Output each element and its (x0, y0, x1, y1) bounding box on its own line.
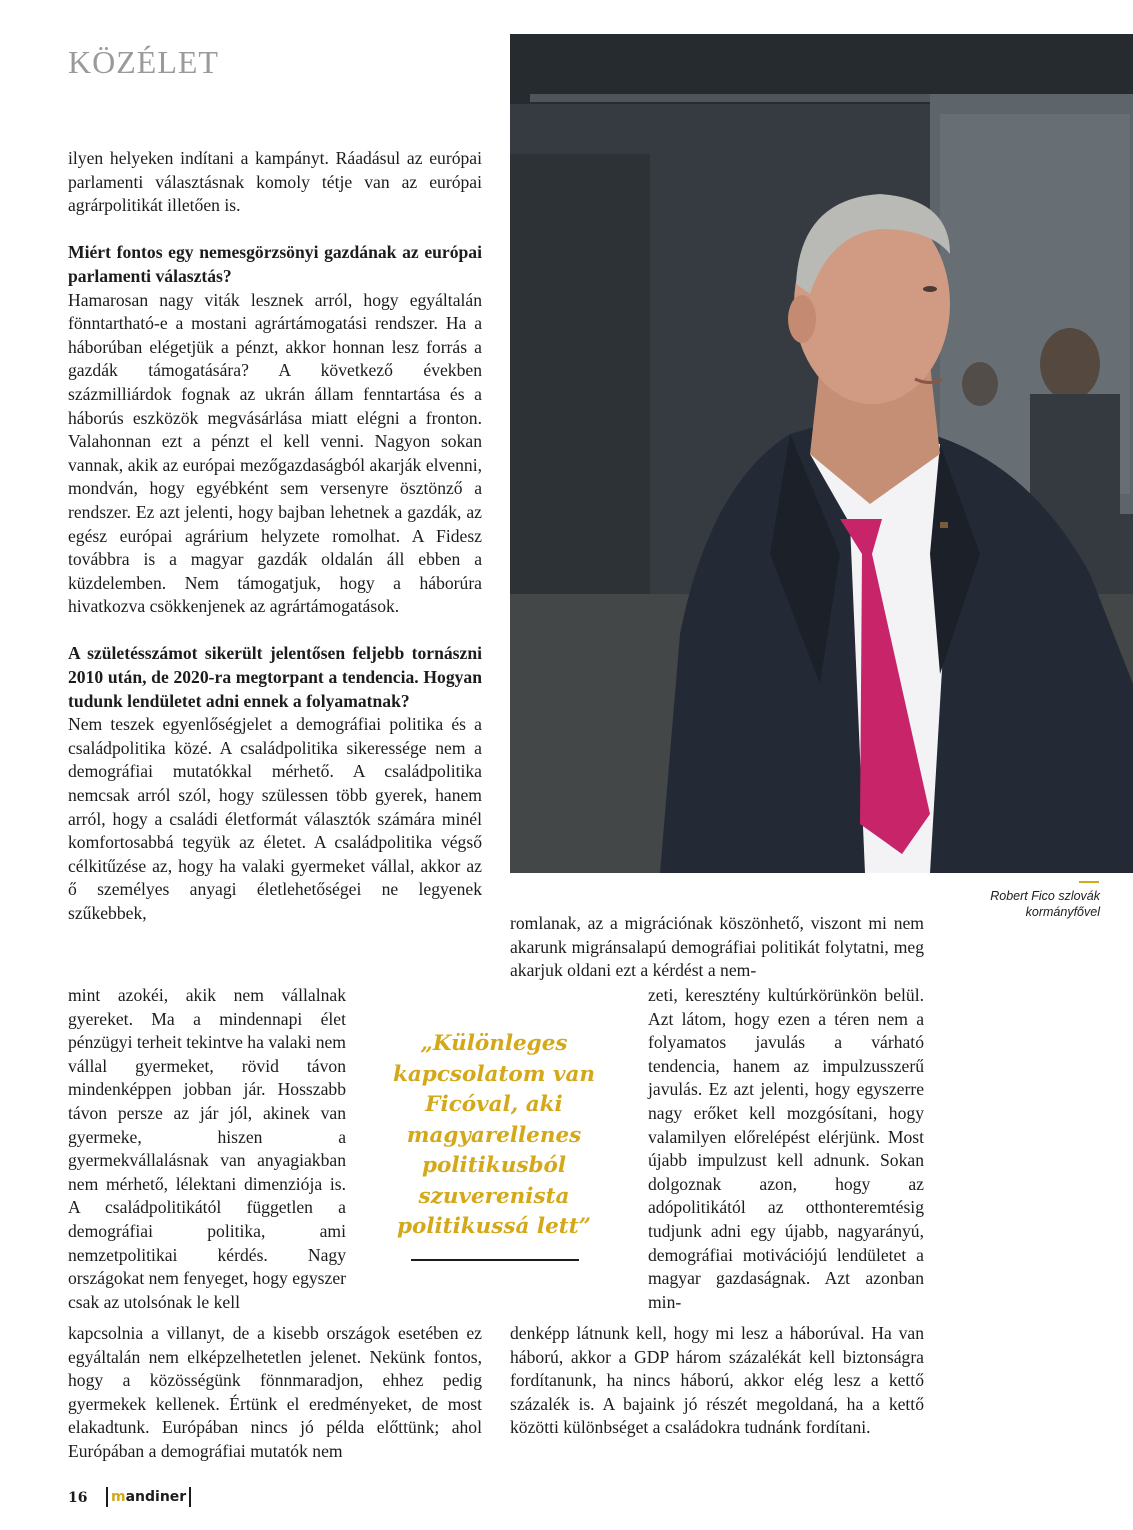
portrait-photo (510, 34, 1133, 873)
right-column-bottom (510, 1322, 924, 1440)
right-column-narrow (648, 984, 924, 1314)
caption-accent-line (1079, 881, 1099, 883)
answer-1: Hamarosan nagy viták lesznek arról, hogy egyáltalán fönntartható-e a mostani agrártámogatási rendszer. Ha a háborúban elégetjük a pénzt, akkor honnan lesz forrás a gazdák támogatására? A következő években százmilliárdok fognak az ukrán állam fenntartása és a háborús eszközök megvásárlása miatt elégni a fronton. Valahonnan ezt a pénzt el kell venni. Nagyon sokan vannak, akik az európai mezőgazdaságból akarják elvenni, mondván, hogy egyébként sem versenyre ösztönző a rendszer. Ez azt jelenti, hogy bajban lehetnek a gazdák, az egész európai agrárium helyzete romolhat. A Fidesz továbbra is a magyar gazdák oldalán áll ebben a küzdelemben. Nem támogatjuk, hogy a háborúra hivatkozva csökkenjenek az agrártámogatások. (68, 289, 482, 617)
left-column-top (68, 147, 482, 926)
answer-2: Nem teszek egyenlőségjelet a demográfiai politika és a családpolitika közé. A családpolitika sikeressége nem a demográfiai mutatókkal mérhető. A családpolitika nemcsak arról szól, hogy szülessen több gyerek, hanem arról, hogy a családi életformát választók számára minél komfortosabbá tegyük az életet. A családpolitika végső célkitűzése az, hogy ha valaki gyermeket vállal, akkor az ő személyes anyagi életlehetőségei ne legyenek szűkebbek, (68, 714, 482, 923)
pull-quote: „Különleges kapcsolatom van Ficóval, aki magyarellenes politikusból szuverenista politikussá lett” (392, 1031, 596, 1239)
answer-2-continued: mint azokéi, akik nem vállalnak gyereket. Ma a mindennapi élet pénzügyi terheit tekintve ha valaki nem vállal gyermeket, rövid távon mindenképpen jobban jár. Hosszabb távon persze az jár jól, akinek van gyermeke, hiszen a gyermekvállalásnak van anyagiakban nem mérhető, lélektani dimenziója is. A családpolitikától független a demográfiai politika, ami nemzetpolitikai kérdés. Nagy országokat nem fenyeget, hogy egyszer csak az utolsónak le kell (68, 985, 346, 1312)
intro-paragraph: ilyen helyeken indítani a kampányt. Ráadásul az európai parlamenti választásnak komoly tétje van az európai agrárpolitikát illetően is. (68, 148, 482, 216)
page-number: 16 (68, 1490, 88, 1506)
logo-text: andiner (125, 1489, 187, 1505)
question-2: A születésszámot sikerült jelentősen feljebb tornászni 2010 után, de 2020-ra megtorpant a tendencia. Hogyan tudunk lendületet adni ennek a folyamatnak? (68, 643, 482, 711)
logo-m: m (111, 1489, 126, 1505)
right-column-top (510, 912, 924, 983)
photo-caption: Robert Fico szlovák kormányfővel (990, 889, 1100, 919)
answer-2-end: kapcsolnia a villanyt, de a kisebb országok esetében ez egyáltalán nem elképzelhetetlen jelenet. Nekünk fontos, hogy a közösségünk fönnmaradjon, ehhez pedig gyermekek kellenek. Értünk el eredményeket, de most elakadtunk. Európában nincs jó példa előttünk; ahol Európában a demográfiai mutatók nem (68, 1323, 482, 1461)
left-column-bottom (68, 1322, 482, 1464)
pull-quote-rule (411, 1259, 579, 1261)
left-column-narrow (68, 984, 346, 1314)
question-1: Miért fontos egy nemesgörzsönyi gazdának az európai parlamenti választás? (68, 242, 482, 286)
mandiner-logo (106, 1487, 191, 1507)
continuation-narrow: zeti, keresztény kultúrkörünkön belül. Azt látom, hogy ezen a téren nem a folyamatos javulás a várható tendencia, hanem az impulzusszerű javulás. Ez azt jelenti, hogy egyszerre nagy erőket kell mozgósítani, hogy valamilyen előrelépést elérjünk. Most újabb impulzust kell adnunk. Sokan dolgoznak azon, hogy az adópolitikától az otthonteremtésig tudjunk adni egy újabb, nagyarányú, demográfiai motivációjú lendületet a magyar gazdaságnak. Azt azonban min- (648, 985, 924, 1312)
continuation-text: romlanak, az a migrációnak köszönhető, viszont mi nem akarunk migránsalapú demográfiai politikát folytatni, meg akarjuk oldani ezt a kérdést a nem- (510, 913, 924, 981)
section-title: KÖZÉLET (68, 44, 219, 80)
continuation-end: denképp látnunk kell, hogy mi lesz a háborúval. Ha van háború, akkor a GDP három százalékát kell biztonságra fordítanunk, ha nincs háború, akkor elég lesz a kettő százalék is. A bajaink jó részét megoldaná, ha a kettő közötti különbséget a családokra tudnánk fordítani. (510, 1323, 924, 1438)
spacer (68, 619, 482, 643)
spacer (68, 218, 482, 242)
photo-illustration (510, 34, 1133, 873)
